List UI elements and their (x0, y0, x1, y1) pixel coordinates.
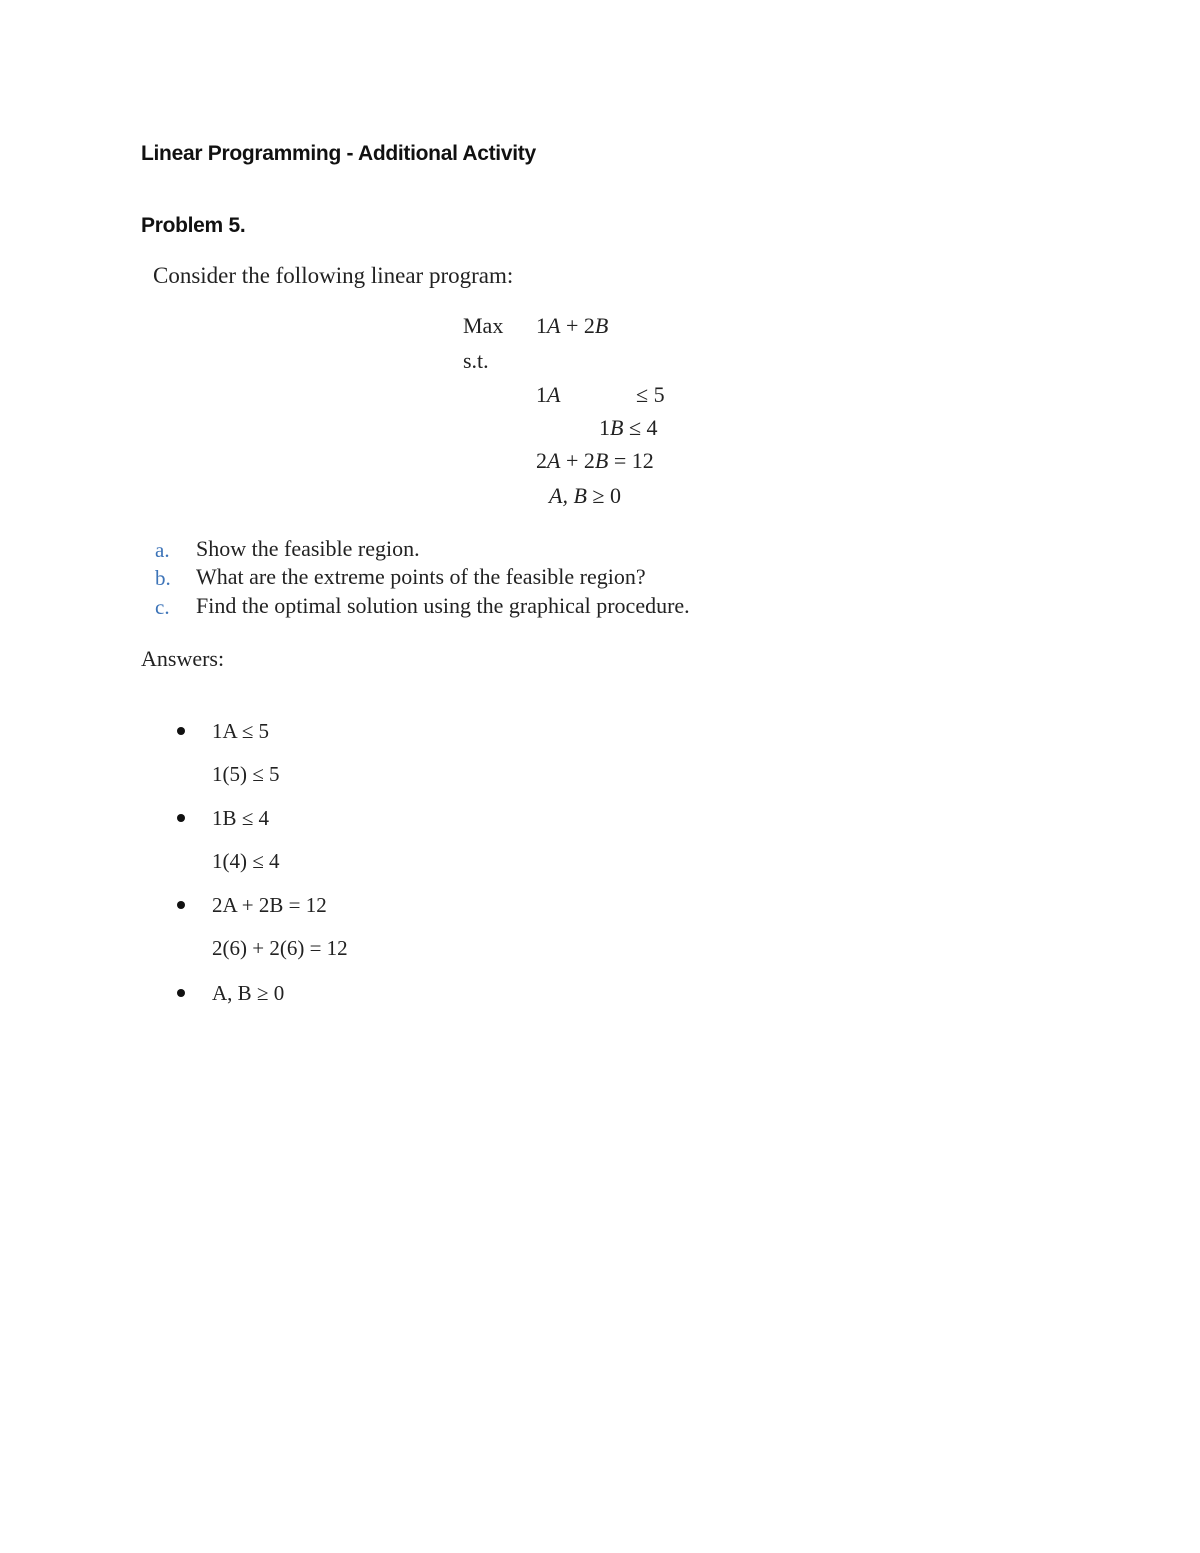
question-a-letter: a. (155, 538, 170, 562)
bullet-icon (177, 901, 185, 909)
constraint-3: 2A + 2B = 12 (536, 448, 654, 473)
answer-1-check: 1(5) ≤ 5 (212, 762, 280, 786)
subject-to-label: s.t. (463, 348, 489, 373)
question-b-letter: b. (155, 566, 171, 590)
problem-heading: Problem 5. (141, 214, 246, 237)
answer-3-check: 2(6) + 2(6) = 12 (212, 936, 348, 960)
question-c-text: Find the optimal solution using the graphical procedure. (196, 593, 690, 618)
question-c-letter: c. (155, 595, 170, 619)
bullet-icon (177, 814, 185, 822)
question-b-text: What are the extreme points of the feasible region? (196, 564, 646, 589)
answer-1: 1A ≤ 5 (212, 719, 270, 743)
question-a-text: Show the feasible region. (196, 536, 420, 561)
constraint-2: 1B ≤ 4 (599, 415, 658, 440)
answers-label: Answers: (141, 646, 225, 671)
constraint-1-rhs: ≤ 5 (636, 382, 665, 407)
objective-expression: 1A + 2B (536, 313, 609, 338)
answer-4: A, B ≥ 0 (212, 981, 285, 1005)
bullet-icon (177, 989, 185, 997)
answer-3: 2A + 2B = 12 (212, 893, 327, 917)
objective-label: Max (463, 313, 504, 338)
bullet-icon (177, 727, 185, 735)
answer-2-check: 1(4) ≤ 4 (212, 849, 280, 873)
answer-2: 1B ≤ 4 (212, 806, 270, 830)
problem-intro: Consider the following linear program: (153, 263, 514, 288)
document-title: Linear Programming - Additional Activity (141, 142, 536, 165)
constraint-1-lhs: 1A (536, 382, 561, 407)
constraint-4: A, B ≥ 0 (549, 483, 621, 508)
